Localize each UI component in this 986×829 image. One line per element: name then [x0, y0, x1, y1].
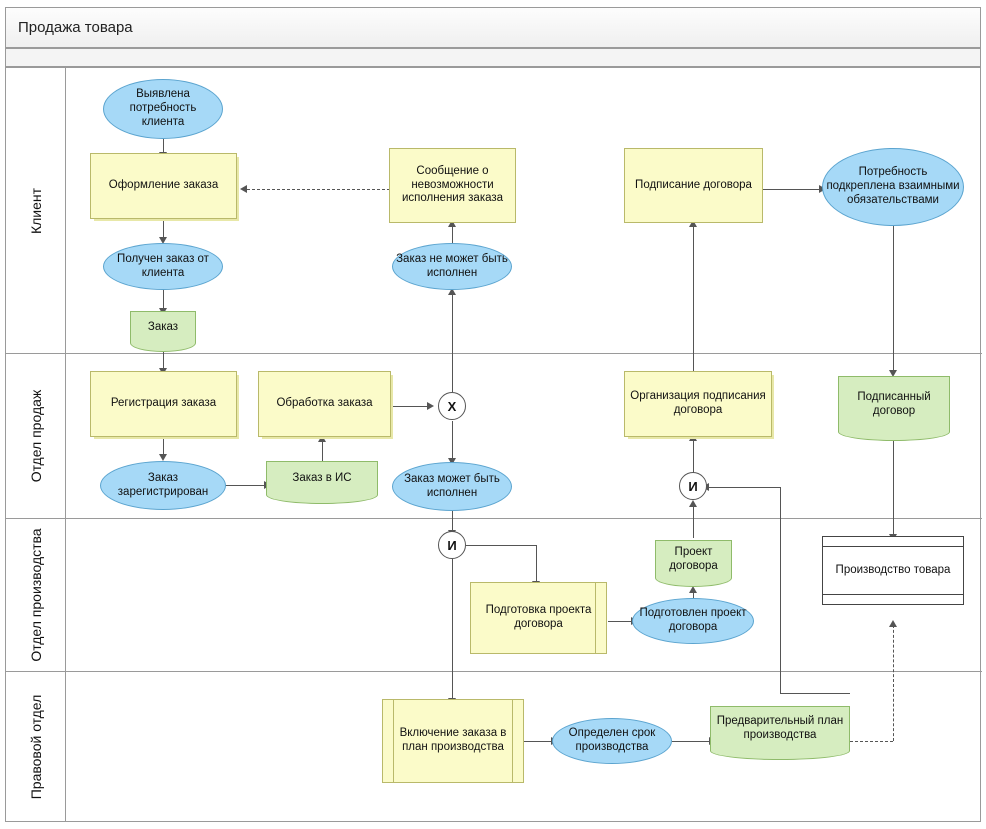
- document-contract-draft[interactable]: [655, 540, 732, 578]
- lane-header-client: [6, 68, 66, 353]
- connector: [452, 290, 453, 392]
- connector: [452, 511, 453, 531]
- node-label: Заказ в ИС: [292, 471, 352, 484]
- function-contract-signing[interactable]: [624, 148, 763, 223]
- gateway-label: И: [447, 537, 457, 553]
- node-label: Проект договора: [669, 545, 718, 572]
- node-label: Заказ зарегистрирован: [117, 471, 209, 498]
- gateway-and-2[interactable]: [679, 472, 707, 500]
- lane-label-legal: Правовой отдел: [27, 694, 44, 799]
- connector: [225, 485, 265, 486]
- node-label: Подписание договора: [635, 178, 752, 191]
- connector: [893, 440, 894, 535]
- lane-label-production: Отдел производства: [27, 528, 44, 662]
- function-include-order-in-plan[interactable]: [382, 699, 524, 783]
- function-organize-contract-signing[interactable]: [624, 371, 772, 437]
- connector: [163, 219, 164, 238]
- connector: [536, 545, 537, 582]
- function-impossible-message[interactable]: [389, 148, 516, 223]
- connector: [608, 621, 632, 622]
- event-need-identified[interactable]: [103, 79, 223, 139]
- gateway-label: X: [447, 398, 457, 414]
- connector: [163, 352, 164, 369]
- node-label: Организация подписания договора: [630, 390, 766, 416]
- toolbar-strip: [5, 48, 981, 67]
- node-label: Заказ может быть исполнен: [404, 472, 500, 499]
- lane-header-production: [6, 519, 66, 671]
- node-label: Обработка заказа: [276, 397, 373, 410]
- connector: [708, 487, 780, 488]
- document-signed-contract[interactable]: [838, 376, 950, 432]
- arrowhead: [427, 402, 434, 410]
- lane-label-client: Клиент: [27, 187, 44, 234]
- document-preliminary-production-plan[interactable]: [710, 706, 850, 751]
- node-label: Оформление заказа: [108, 179, 219, 192]
- connector: [452, 421, 453, 459]
- node-label: Регистрация заказа: [110, 397, 217, 410]
- function-order-processing[interactable]: [258, 371, 391, 437]
- arrowhead: [889, 620, 897, 627]
- connector: [763, 189, 820, 190]
- node-label: Подписанный договор: [857, 390, 931, 417]
- node-label: Получен заказ от клиента: [117, 252, 209, 279]
- node-label: Потребность подкреплена взаимными обязательствами: [826, 166, 960, 206]
- node-label: Производство товара: [835, 563, 951, 576]
- node-label: Выявлена потребность клиента: [129, 88, 197, 128]
- event-order-received[interactable]: [103, 243, 223, 290]
- connector-dashed: [893, 625, 894, 741]
- node-label: Включение заказа в план производства: [399, 727, 507, 753]
- connector: [693, 502, 694, 538]
- lane-header-legal: [6, 672, 66, 821]
- function-order-registration[interactable]: [90, 371, 237, 437]
- connector: [524, 741, 552, 742]
- connector: [893, 226, 894, 371]
- node-label: Определен срок производства: [568, 727, 656, 753]
- event-order-can-be-fulfilled[interactable]: [392, 462, 512, 511]
- node-label: Подготовлен проект договора: [639, 607, 747, 633]
- event-need-backed[interactable]: [822, 148, 964, 226]
- window-titlebar: [5, 7, 981, 48]
- connector-dashed: [247, 189, 390, 190]
- lane-label-sales: Отдел продаж: [27, 389, 44, 483]
- node-label: Подготовка проекта договора: [485, 604, 592, 630]
- connector: [163, 289, 164, 309]
- connector: [163, 139, 164, 153]
- connector: [452, 559, 453, 699]
- connector: [163, 437, 164, 455]
- connector-dashed: [850, 741, 893, 742]
- event-order-cannot-be-fulfilled[interactable]: [392, 243, 512, 290]
- document-order-in-is[interactable]: [266, 461, 378, 495]
- event-contract-draft-ready[interactable]: [632, 598, 754, 644]
- gateway-xor[interactable]: [438, 392, 466, 420]
- process-production-of-goods[interactable]: [822, 536, 964, 605]
- function-order-registration-form[interactable]: [90, 153, 237, 219]
- node-label: Заказ: [147, 320, 179, 333]
- gateway-label: И: [688, 478, 698, 494]
- node-label: Предварительный план производства: [716, 715, 844, 741]
- connector: [780, 693, 850, 694]
- connector: [693, 222, 694, 371]
- gateway-and-1[interactable]: [438, 531, 466, 559]
- function-contract-draft-preparation[interactable]: [470, 582, 607, 654]
- connector: [693, 436, 694, 473]
- connector: [466, 545, 536, 546]
- arrowhead: [689, 500, 697, 507]
- arrowhead: [689, 586, 697, 593]
- connector: [780, 487, 781, 693]
- page-title: Продажа товара: [18, 19, 133, 36]
- node-label: Сообщение о невозможности исполнения заказа: [401, 164, 504, 205]
- node-label: Заказ не может быть исполнен: [396, 252, 508, 279]
- arrowhead: [240, 185, 247, 193]
- arrowhead: [159, 454, 167, 461]
- connector: [672, 741, 710, 742]
- document-order[interactable]: [130, 311, 196, 343]
- lane-header-sales: [6, 354, 66, 518]
- event-production-term-defined[interactable]: [552, 718, 672, 764]
- event-order-registered[interactable]: [100, 461, 226, 510]
